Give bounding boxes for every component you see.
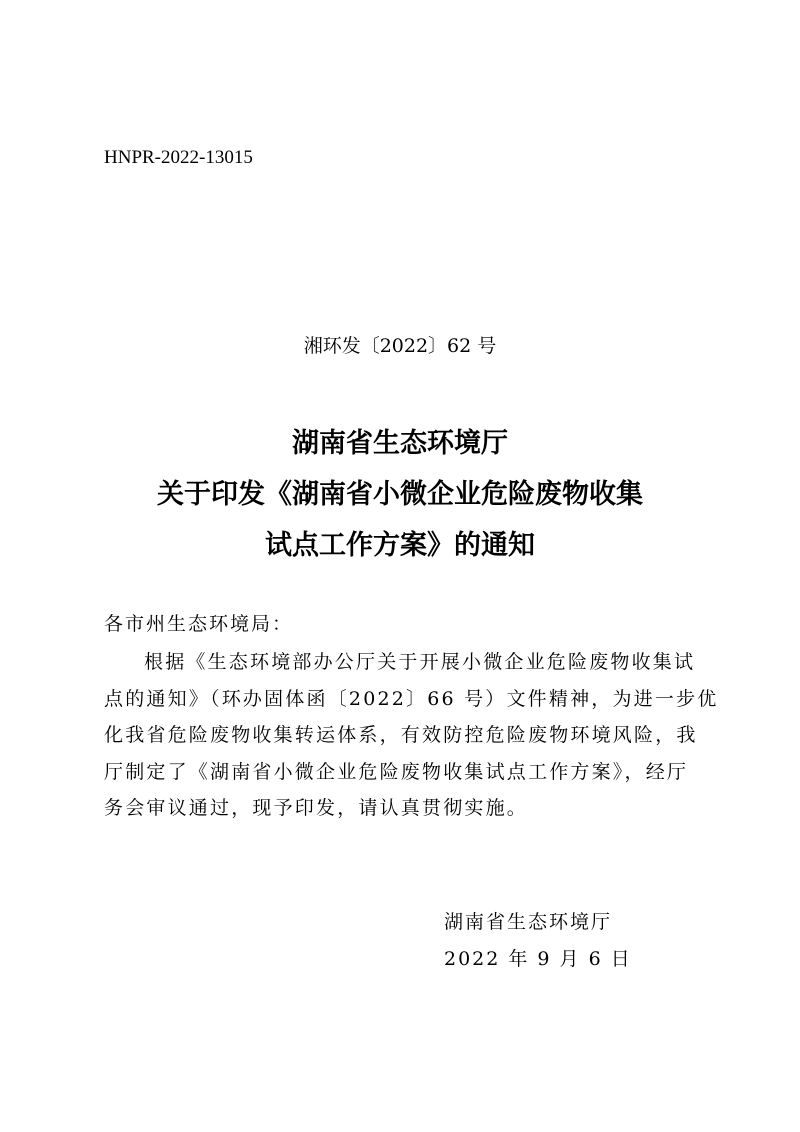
title-line-2: 关于印发《湖南省小微企业危险废物收集 (157, 479, 643, 510)
signature-block (444, 904, 632, 978)
document-id: HNPR-2022-13015 (104, 147, 253, 168)
body-line-3: 化我省危险废物收集转运体系，有效防控危险废物环境风险，我 (104, 724, 698, 746)
file-number: 湘环发〔2022〕62 号 (303, 335, 497, 357)
body-line-5: 务会审议通过，现予印发，请认真贯彻实施。 (104, 797, 529, 819)
salutation: 各市州生态环境局： (104, 613, 294, 635)
title-line-3: 试点工作方案》的通知 (265, 530, 535, 561)
signature-organization: 湖南省生态环境厅 (444, 911, 613, 933)
body-paragraph (104, 644, 719, 827)
body-line-1: 根据《生态环境部办公厅关于开展小微企业危险废物收集试 (144, 651, 696, 673)
title-line-1: 湖南省生态环境厅 (292, 428, 508, 459)
body-line-2: 点的通知》（环办固体函〔2022〕66 号）文件精神，为进一步优 (104, 687, 719, 710)
signature-date: 2022 年 9 月 6 日 (444, 948, 632, 970)
document-title (0, 418, 800, 571)
body-line-4: 厅制定了《湖南省小微企业危险废物收集试点工作方案》，经厅 (104, 760, 689, 783)
